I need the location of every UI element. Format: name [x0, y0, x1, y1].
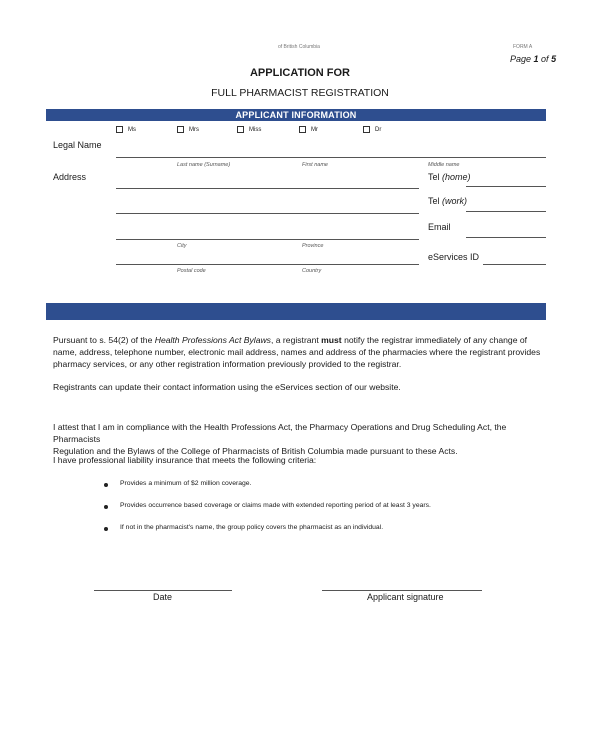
city-province-field[interactable] — [116, 239, 419, 240]
bullet-icon — [104, 527, 108, 531]
signature-label: Applicant signature — [367, 592, 444, 602]
salutation-ms[interactable] — [116, 126, 136, 133]
criteria-item-1: Provides a minimum of $2 million coverage. — [120, 480, 252, 487]
checkbox-miss[interactable] — [237, 126, 244, 133]
checkbox-dr[interactable] — [363, 126, 370, 133]
notice-paragraph — [53, 335, 548, 370]
legal-name-label: Legal Name — [53, 140, 102, 150]
insurance-paragraph: I have professional liability insurance that meets the following criteria: — [53, 455, 317, 465]
eservices-paragraph: Registrants can update their contact information using the eServices section of our website. — [53, 382, 401, 392]
salutation-dr-label: Dr — [375, 127, 382, 134]
page-of: of — [538, 54, 552, 64]
email-label: Email — [428, 222, 451, 232]
section-header-bar — [46, 109, 546, 121]
tel-work-field[interactable] — [466, 211, 546, 212]
tel-home-qualifier: (home) — [442, 172, 471, 182]
notice-text-c: , a registrant — [270, 335, 322, 345]
bylaws-reference: Health Professions Act Bylaws — [154, 335, 271, 345]
page-total: 5 — [551, 54, 557, 64]
criteria-item-2: Provides occurrence based coverage or claims made with extended reporting period of at least 3 years. — [120, 502, 431, 509]
salutation-mr[interactable] — [299, 126, 318, 133]
attestation-line-1: I attest that I am in compliance with the Health Professions Act, the Pharmacy Operations and Drug Scheduling Act, the Pharmacists — [53, 422, 507, 444]
tel-work-label — [428, 196, 467, 206]
form-subtitle: FULL PHARMACIST REGISTRATION — [211, 87, 389, 99]
checkbox-mr[interactable] — [299, 126, 306, 133]
date-label: Date — [153, 592, 173, 602]
eservices-id-field[interactable] — [483, 264, 546, 265]
salutation-miss[interactable] — [237, 126, 261, 133]
section-divider-bar — [46, 303, 546, 320]
tel-home-text: Tel — [428, 172, 440, 182]
salutation-miss-label: Miss — [249, 127, 262, 134]
criteria-item-3: If not in the pharmacist's name, the group policy covers the pharmacist as an individual. — [120, 524, 384, 531]
province-caption: Province — [302, 243, 324, 249]
notice-line-3: pharmacy services, or any other registration information previously provided to the registrar. — [53, 358, 402, 369]
country-caption: Country — [302, 268, 322, 274]
email-field[interactable] — [466, 237, 546, 238]
last-name-caption: Last name (Surname) — [177, 162, 231, 168]
salutation-mrs-label: Mrs — [189, 127, 199, 134]
city-caption: City — [177, 243, 187, 249]
form-reference: FORM A — [513, 44, 533, 50]
address-label: Address — [53, 172, 87, 182]
page-number: 1 — [533, 54, 539, 64]
attestation-paragraph — [53, 422, 548, 457]
middle-name-caption: Middle name — [428, 162, 460, 168]
first-name-caption: First name — [302, 162, 328, 168]
address-line-1[interactable] — [116, 188, 419, 189]
section-title: APPLICANT INFORMATION — [235, 110, 357, 120]
salutation-mr-label: Mr — [311, 127, 318, 134]
notice-line-2: name, address, telephone number, electronic mail address, names and address of the pharmacies where the registrant provides — [53, 346, 541, 357]
tel-home-label — [428, 172, 471, 182]
postal-country-field[interactable] — [116, 264, 419, 265]
bullet-icon — [104, 483, 108, 487]
bullet-icon — [104, 505, 108, 509]
date-field[interactable] — [94, 590, 232, 591]
salutation-dr[interactable] — [363, 126, 381, 133]
checkbox-mrs[interactable] — [177, 126, 184, 133]
address-line-2[interactable] — [116, 213, 419, 214]
notice-text-a: Pursuant to s. 54(2) of the — [53, 335, 155, 345]
salutation-ms-label: Ms — [128, 127, 136, 134]
attestation-line-2: Regulation and the Bylaws of the College of Pharmacists of British Columbia made pursuant to these Acts. — [53, 445, 458, 456]
tel-work-qualifier: (work) — [442, 196, 468, 206]
signature-field[interactable] — [322, 590, 482, 591]
checkbox-ms[interactable] — [116, 126, 123, 133]
page-prefix: Page — [510, 54, 534, 64]
tel-home-field[interactable] — [466, 186, 546, 187]
header-faint-text: of British Columbia — [278, 44, 320, 50]
tel-work-text: Tel — [428, 196, 440, 206]
eservices-id-label: eServices ID — [428, 252, 480, 262]
form-title: APPLICATION FOR — [249, 67, 350, 79]
legal-name-field[interactable] — [116, 157, 546, 158]
page-indicator — [510, 54, 556, 64]
postal-code-caption: Postal code — [177, 268, 206, 274]
notice-text-e: notify the registrar immediately of any change of — [341, 335, 528, 345]
notice-must: must — [321, 335, 342, 345]
salutation-mrs[interactable] — [177, 126, 199, 133]
